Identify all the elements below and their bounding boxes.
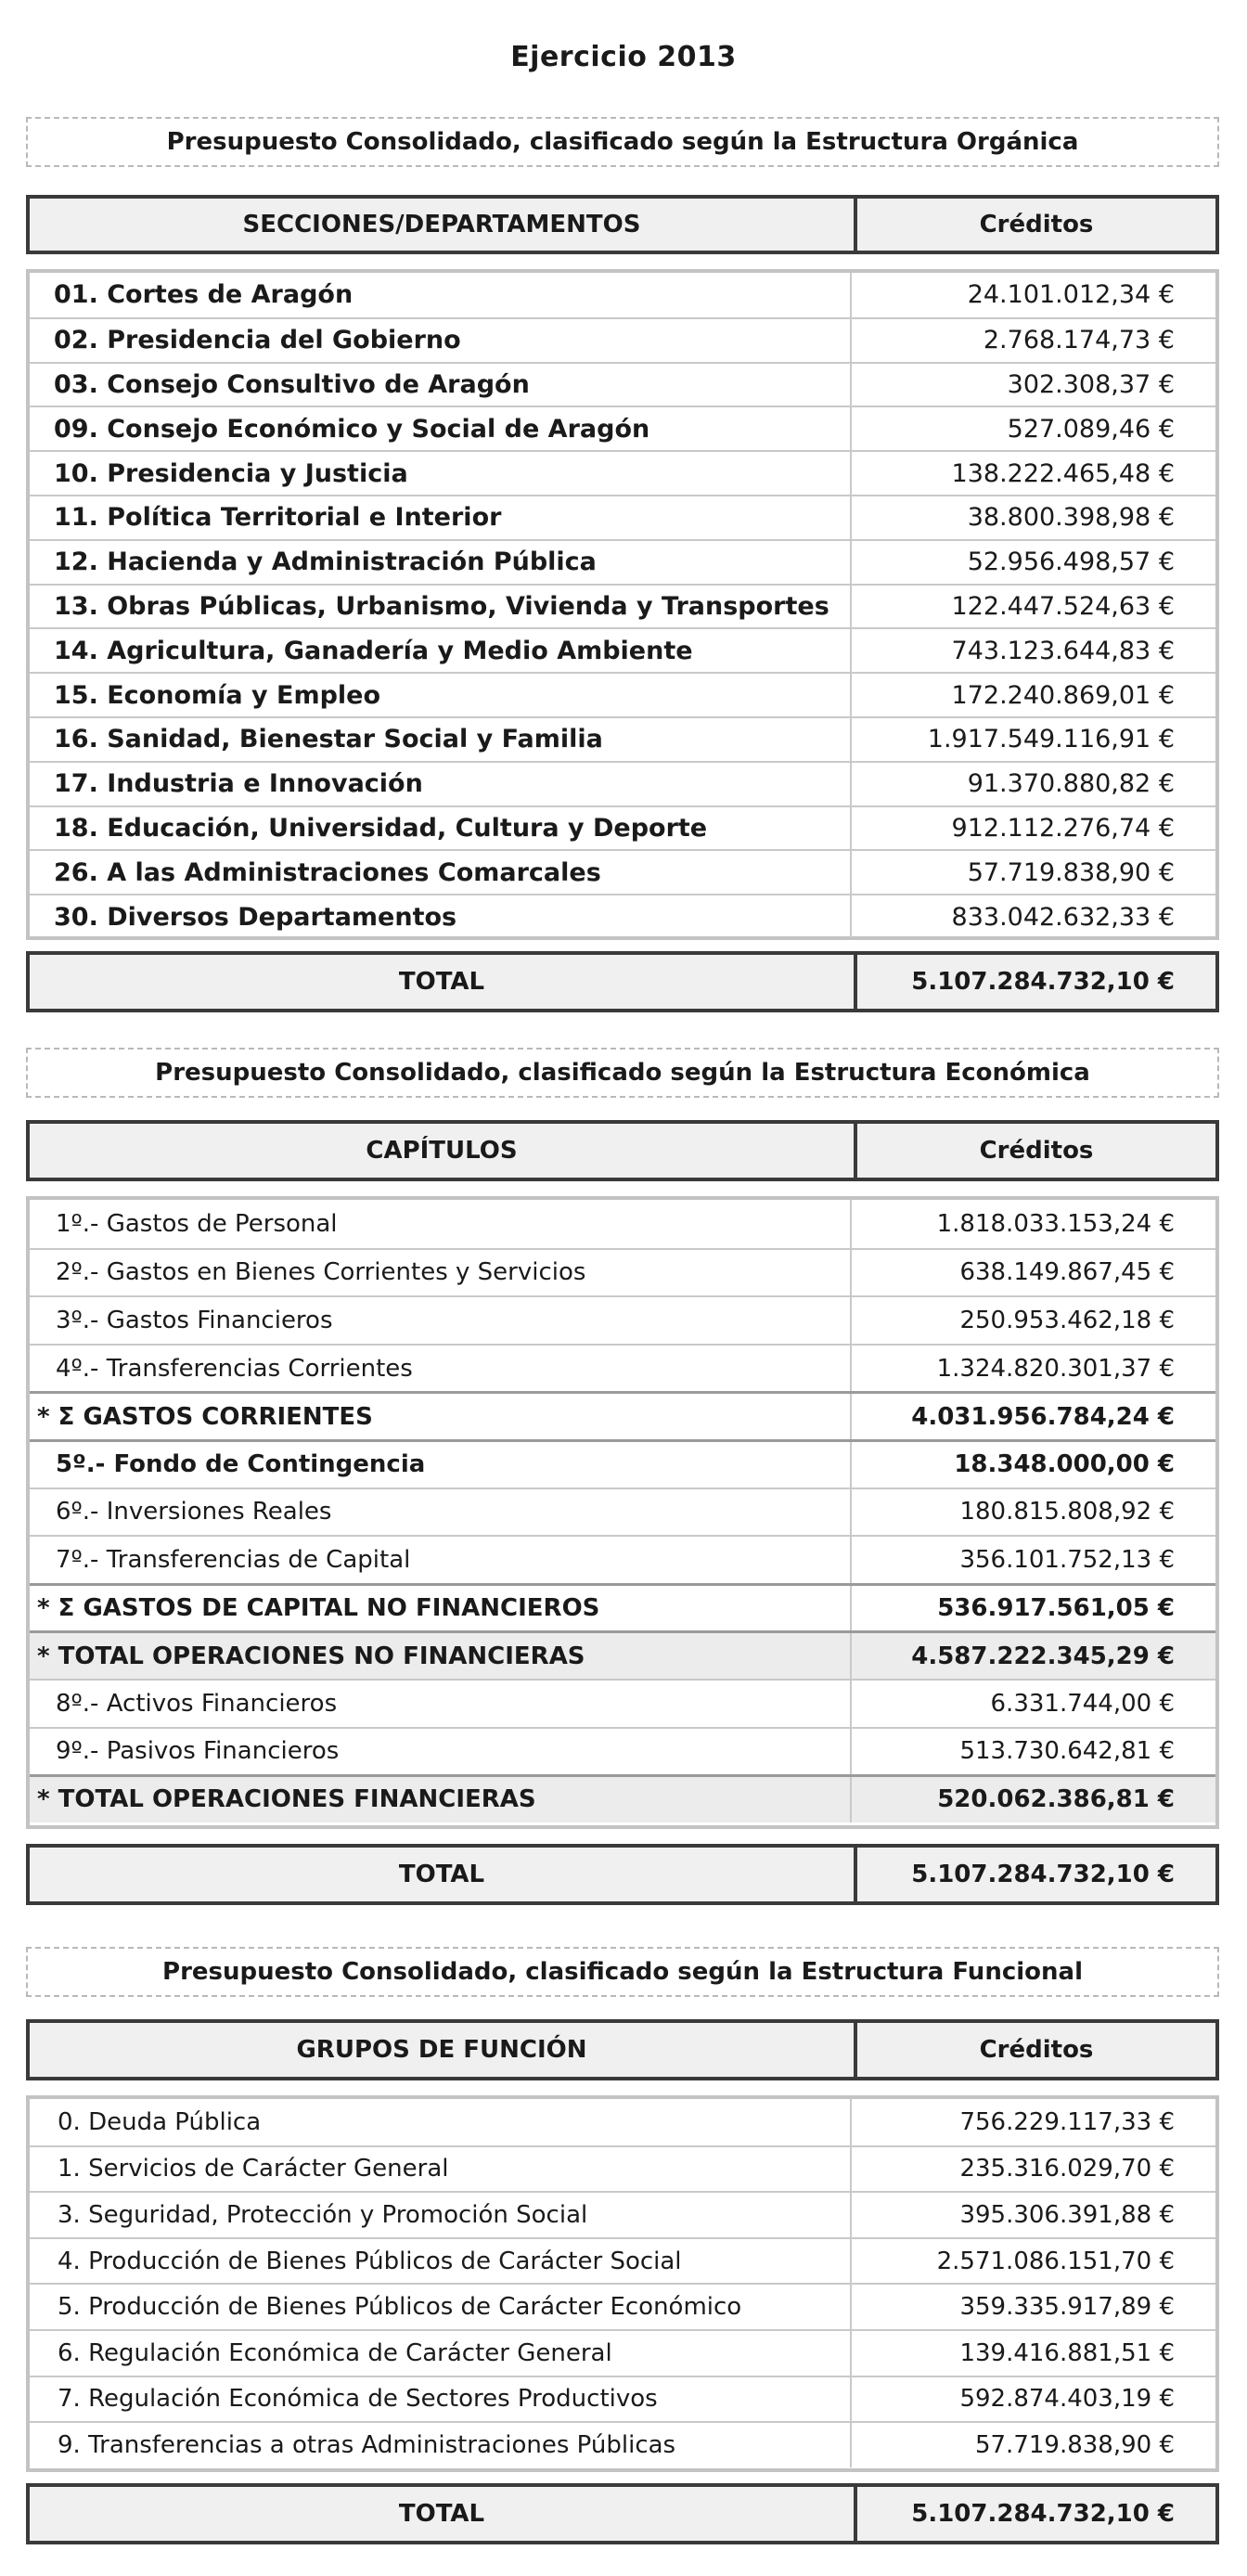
row-label: 6. Regulación Económica de Carácter General (30, 2331, 852, 2376)
table-total (26, 951, 1219, 1012)
row-value: 302.308,37 € (1007, 369, 1175, 399)
table-row (30, 2191, 1215, 2237)
header-value: Créditos (979, 2036, 1094, 2064)
row-label: 16. Sanidad, Bienestar Social y Familia (30, 718, 852, 761)
header-label: SECCIONES/DEPARTAMENTOS (30, 199, 857, 251)
row-value: 172.240.869,01 € (951, 680, 1175, 710)
row-value: 235.316.029,70 € (959, 2155, 1175, 2183)
row-value: 638.149.867,45 € (959, 1258, 1175, 1287)
row-value: 57.719.838,90 € (974, 2430, 1175, 2459)
total-label: TOTAL (30, 955, 857, 1009)
page-title: Ejercicio 2013 (510, 41, 737, 73)
row-value: 743.123.644,83 € (951, 636, 1175, 665)
section-caption: Presupuesto Consolidado, clasificado según la Estructura Funcional (26, 1947, 1219, 1997)
row-value: 52.956.498,57 € (967, 547, 1175, 577)
table-row (30, 2237, 1215, 2284)
section-funcional (26, 1947, 1219, 2544)
row-label: 0. Deuda Pública (30, 2099, 852, 2145)
row-label: 12. Hacienda y Administración Pública (30, 541, 852, 584)
table-row (30, 495, 1215, 539)
table-row (30, 2376, 1215, 2422)
row-value: 57.719.838,90 € (967, 857, 1175, 887)
table-row (30, 1679, 1215, 1727)
row-value: 756.229.117,33 € (959, 2107, 1175, 2136)
table-row (30, 1295, 1215, 1344)
section-organica (26, 117, 1219, 1012)
row-value: 359.335.917,89 € (959, 2293, 1175, 2322)
subtotal-row (30, 1583, 1215, 1631)
row-value: 2.768.174,73 € (983, 326, 1175, 355)
table-row (30, 2283, 1215, 2329)
row-label: 15. Economía y Empleo (30, 674, 852, 716)
row-label: * TOTAL OPERACIONES NO FINANCIERAS (30, 1633, 852, 1679)
total-value: 5.107.284.732,10 € (911, 1861, 1175, 1888)
row-value: 520.062.386,81 € (937, 1785, 1175, 1814)
row-value: 1.324.820.301,37 € (936, 1354, 1175, 1383)
table-header (26, 1120, 1219, 1181)
row-value: 139.416.881,51 € (959, 2338, 1175, 2367)
table-total (26, 1844, 1219, 1905)
row-label: 10. Presidencia y Justicia (30, 452, 852, 495)
table-body (26, 1196, 1219, 1829)
table-body (26, 2095, 1219, 2472)
row-label: 3. Seguridad, Protección y Promoción Social (30, 2193, 852, 2237)
table-row (30, 2145, 1215, 2192)
row-label: 7º.- Transferencias de Capital (30, 1537, 852, 1583)
row-value: 18.348.000,00 € (954, 1450, 1175, 1479)
header-value: Créditos (979, 211, 1094, 238)
row-value: 1.818.033.153,24 € (936, 1209, 1175, 1238)
row-label: 9. Transferencias a otras Administraciones Públicas (30, 2423, 852, 2467)
row-label: 9º.- Pasivos Financieros (30, 1729, 852, 1775)
table-row (30, 584, 1215, 628)
table-row (30, 1439, 1215, 1488)
row-value: 138.222.465,48 € (951, 458, 1175, 488)
table-row (30, 1344, 1215, 1392)
header-label: CAPÍTULOS (30, 1124, 857, 1178)
total-label: TOTAL (30, 2487, 857, 2541)
row-value: 513.730.642,81 € (959, 1737, 1175, 1766)
total-value: 5.107.284.732,10 € (911, 2500, 1175, 2528)
row-value: 833.042.632,33 € (951, 902, 1175, 932)
table-row (30, 894, 1215, 938)
row-value: 91.370.880,82 € (967, 769, 1175, 799)
row-label: 17. Industria e Innovación (30, 763, 852, 805)
header-value: Créditos (979, 1137, 1094, 1165)
row-label: 11. Política Territorial e Interior (30, 496, 852, 539)
row-value: 24.101.012,34 € (967, 280, 1175, 310)
table-row (30, 317, 1215, 362)
section-caption: Presupuesto Consolidado, clasificado según la Estructura Orgánica (26, 117, 1219, 167)
row-label: 4º.- Transferencias Corrientes (30, 1346, 852, 1392)
table-row (30, 450, 1215, 495)
row-label: 26. A las Administraciones Comarcales (30, 851, 852, 894)
row-label: 09. Consejo Económico y Social de Aragón (30, 407, 852, 450)
row-label: 02. Presidencia del Gobierno (30, 319, 852, 362)
table-total (26, 2483, 1219, 2544)
row-label: 30. Diversos Departamentos (30, 895, 852, 938)
table-row (30, 627, 1215, 672)
row-label: * Σ GASTOS DE CAPITAL NO FINANCIEROS (30, 1586, 852, 1631)
row-label: 01. Cortes de Aragón (30, 273, 852, 317)
subtotal-row (30, 1391, 1215, 1439)
total-value: 5.107.284.732,10 € (911, 968, 1175, 996)
table-row (30, 761, 1215, 805)
row-label: * TOTAL OPERACIONES FINANCIERAS (30, 1777, 852, 1823)
table-header (26, 2019, 1219, 2080)
row-label: 1. Servicios de Carácter General (30, 2147, 852, 2192)
row-label: 03. Consejo Consultivo de Aragón (30, 364, 852, 406)
total-label: TOTAL (30, 1848, 857, 1901)
row-label: 2º.- Gastos en Bienes Corrientes y Servicios (30, 1250, 852, 1296)
row-label: 1º.- Gastos de Personal (30, 1200, 852, 1248)
table-body (26, 269, 1219, 940)
table-header (26, 195, 1219, 254)
table-row (30, 2329, 1215, 2376)
row-value: 6.331.744,00 € (990, 1689, 1175, 1718)
subtotal-row (30, 1774, 1215, 1823)
row-label: 4. Producción de Bienes Públicos de Carácter Social (30, 2239, 852, 2284)
row-label: 5. Producción de Bienes Públicos de Carácter Económico (30, 2285, 852, 2329)
table-row (30, 2099, 1215, 2145)
row-value: 180.815.808,92 € (959, 1498, 1175, 1526)
row-value: 395.306.391,88 € (959, 2200, 1175, 2229)
section-economica (26, 1048, 1219, 1905)
row-label: 13. Obras Públicas, Urbanismo, Vivienda y Transportes (30, 586, 852, 628)
row-value: 912.112.276,74 € (951, 813, 1175, 843)
table-row (30, 1200, 1215, 1248)
row-value: 250.953.462,18 € (959, 1306, 1175, 1334)
header-label: GRUPOS DE FUNCIÓN (30, 2023, 857, 2077)
row-value: 4.587.222.345,29 € (911, 1642, 1175, 1670)
row-value: 592.874.403,19 € (959, 2385, 1175, 2414)
table-row (30, 1535, 1215, 1583)
row-label: 18. Educación, Universidad, Cultura y Deporte (30, 807, 852, 850)
table-row (30, 1248, 1215, 1296)
row-label: * Σ GASTOS CORRIENTES (30, 1394, 852, 1439)
table-row (30, 406, 1215, 450)
table-row (30, 362, 1215, 406)
row-label: 14. Agricultura, Ganadería y Medio Ambiente (30, 629, 852, 672)
table-row (30, 716, 1215, 761)
row-value: 122.447.524,63 € (951, 591, 1175, 621)
row-value: 536.917.561,05 € (937, 1594, 1175, 1623)
row-label: 7. Regulación Económica de Sectores Productivos (30, 2377, 852, 2422)
table-row (30, 805, 1215, 850)
row-value: 2.571.086.151,70 € (936, 2247, 1175, 2275)
section-caption: Presupuesto Consolidado, clasificado según la Estructura Económica (26, 1048, 1219, 1098)
row-value: 4.031.956.784,24 € (911, 1402, 1175, 1431)
row-value: 38.800.398,98 € (967, 503, 1175, 533)
row-label: 5º.- Fondo de Contingencia (30, 1442, 852, 1488)
table-row (30, 539, 1215, 584)
row-label: 8º.- Activos Financieros (30, 1681, 852, 1727)
row-label: 6º.- Inversiones Reales (30, 1489, 852, 1536)
table-row (30, 1727, 1215, 1775)
row-label: 3º.- Gastos Financieros (30, 1297, 852, 1344)
row-value: 1.917.549.116,91 € (927, 725, 1175, 754)
row-value: 527.089,46 € (1007, 414, 1175, 444)
row-value: 356.101.752,13 € (959, 1545, 1175, 1574)
table-row (30, 849, 1215, 894)
table-row (30, 1488, 1215, 1536)
table-row (30, 2421, 1215, 2467)
table-row (30, 273, 1215, 317)
table-row (30, 672, 1215, 716)
subtotal-row (30, 1630, 1215, 1679)
